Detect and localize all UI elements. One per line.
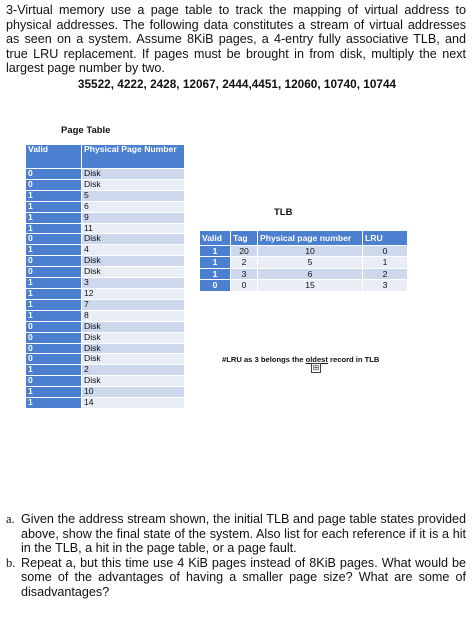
tlb-header-tag: Tag — [231, 231, 258, 246]
page-table-valid-cell: 1 — [26, 387, 82, 398]
page-table-valid-cell: 0 — [26, 267, 82, 278]
page-table-valid-cell: 0 — [26, 321, 82, 332]
tlb-ppn-cell: 15 — [258, 280, 363, 291]
page-table-row — [26, 288, 185, 299]
question-list — [6, 512, 466, 600]
page-table — [25, 144, 185, 409]
page-table-ppn-cell: 6 — [82, 201, 185, 212]
tlb-tag-cell: 3 — [231, 268, 258, 279]
page-table-row — [26, 256, 185, 267]
page-table-row — [26, 234, 185, 245]
tlb-valid-cell: 1 — [200, 268, 231, 279]
tlb-row — [200, 268, 408, 279]
page-table-row — [26, 179, 185, 190]
tlb-lru-cell: 3 — [363, 280, 408, 291]
page-table-ppn-cell: Disk — [82, 376, 185, 387]
page-table-ppn-cell: Disk — [82, 332, 185, 343]
page-table-row — [26, 267, 185, 278]
question-text: Repeat a, but this time use 4 KiB pages instead of 8KiB pages. What would be some of the advantages of having a smaller page size? What are some of disadvantages? — [21, 555, 466, 599]
page-table-ppn-cell: Disk — [82, 179, 185, 190]
page-table-ppn-cell: Disk — [82, 343, 185, 354]
tlb-lru-cell: 2 — [363, 268, 408, 279]
page-table-header-valid: Valid — [26, 145, 82, 169]
tlb-row — [200, 280, 408, 291]
page-table-ppn-cell: 12 — [82, 288, 185, 299]
lru-note — [222, 355, 379, 364]
page-table-row — [26, 223, 185, 234]
page-table-row — [26, 169, 185, 180]
page-table-ppn-cell: Disk — [82, 321, 185, 332]
question-item — [6, 556, 466, 600]
page-table-row — [26, 376, 185, 387]
page-table-valid-cell: 1 — [26, 245, 82, 256]
tlb-lru-cell: 1 — [363, 257, 408, 268]
page-table-valid-cell: 1 — [26, 288, 82, 299]
tlb-ppn-cell: 5 — [258, 257, 363, 268]
page-table-ppn-cell: 4 — [82, 245, 185, 256]
page-table-row — [26, 278, 185, 289]
page-table-ppn-cell: 3 — [82, 278, 185, 289]
tlb-valid-cell: 0 — [200, 280, 231, 291]
page-table-valid-cell: 0 — [26, 234, 82, 245]
page-table-ppn-cell: 11 — [82, 223, 185, 234]
page-table-valid-cell: 1 — [26, 190, 82, 201]
page-table-valid-cell: 1 — [26, 299, 82, 310]
tlb-ppn-cell: 10 — [258, 246, 363, 257]
page-table-ppn-cell: 10 — [82, 387, 185, 398]
page-table-row — [26, 299, 185, 310]
page-table-ppn-cell: 7 — [82, 299, 185, 310]
tlb-row — [200, 257, 408, 268]
page-table-ppn-cell: 2 — [82, 365, 185, 376]
tlb-table — [199, 230, 408, 292]
page-table-row — [26, 190, 185, 201]
question-marker: a. — [6, 512, 15, 526]
lru-note-underlined: oldest — [305, 355, 328, 364]
page-table-ppn-cell: 8 — [82, 310, 185, 321]
page-table-valid-cell: 1 — [26, 310, 82, 321]
question-marker: b. — [6, 555, 16, 570]
tlb-row — [200, 246, 408, 257]
page-table-ppn-cell: Disk — [82, 234, 185, 245]
page-table-row — [26, 321, 185, 332]
tlb-tag-cell: 20 — [231, 246, 258, 257]
page-table-valid-cell: 0 — [26, 169, 82, 180]
tlb-title: TLB — [274, 207, 293, 218]
page-table-valid-cell: 0 — [26, 343, 82, 354]
page-table-valid-cell: 1 — [26, 201, 82, 212]
page-table-valid-cell: 0 — [26, 256, 82, 267]
page-table-valid-cell: 0 — [26, 354, 82, 365]
tlb-tag-cell: 2 — [231, 257, 258, 268]
page-table-ppn-cell: Disk — [82, 267, 185, 278]
page-table-row — [26, 310, 185, 321]
page-table-ppn-cell: Disk — [82, 354, 185, 365]
tlb-header-valid: Valid — [200, 231, 231, 246]
page-table-title: Page Table — [61, 125, 111, 136]
page-table-row — [26, 398, 185, 409]
page-table-body — [26, 169, 185, 409]
page-table-valid-cell: 1 — [26, 365, 82, 376]
expand-icon[interactable]: ⊞ — [312, 363, 320, 372]
page-table-valid-cell: 0 — [26, 376, 82, 387]
tlb-body — [200, 246, 408, 292]
tlb-valid-cell: 1 — [200, 257, 231, 268]
page-table-valid-cell: 1 — [26, 278, 82, 289]
page-table-row — [26, 354, 185, 365]
page-table-ppn-cell: 14 — [82, 398, 185, 409]
page-table-row — [26, 365, 185, 376]
page-table-ppn-cell: 9 — [82, 212, 185, 223]
page-table-valid-cell: 1 — [26, 223, 82, 234]
page-table-ppn-cell: Disk — [82, 169, 185, 180]
page-table-valid-cell: 1 — [26, 212, 82, 223]
page-table-valid-cell: 1 — [26, 398, 82, 409]
page-table-row — [26, 245, 185, 256]
question-text: Given the address stream shown, the initial TLB and page table states provided above, show the final state of the system. Also list for each reference if it is a hit in the TLB, a hit in the page table, or a page fault. — [21, 512, 466, 556]
page-table-row — [26, 201, 185, 212]
page-table-valid-cell: 0 — [26, 179, 82, 190]
tlb-valid-cell: 1 — [200, 246, 231, 257]
tlb-ppn-cell: 6 — [258, 268, 363, 279]
page-table-row — [26, 332, 185, 343]
page-table-valid-cell: 0 — [26, 332, 82, 343]
tlb-header-lru: LRU — [363, 231, 408, 246]
lru-note-before: #LRU as 3 belongs the — [222, 355, 306, 364]
address-stream: 35522, 4222, 2428, 12067, 2444,4451, 12060, 10740, 10744 — [77, 77, 397, 91]
question-item — [6, 512, 466, 556]
page-table-ppn-cell: Disk — [82, 256, 185, 267]
tlb-lru-cell: 0 — [363, 246, 408, 257]
tlb-tag-cell: 0 — [231, 280, 258, 291]
page-table-row — [26, 343, 185, 354]
problem-intro: 3-Virtual memory use a page table to track the mapping of virtual address to physical addresses. The following data constitutes a stream of virtual addresses as seen on a system. Assume 8KiB pages, a 4-entry fully associative TLB, and true LRU replacement. If pages must be brought in from disk, multiply the next largest page number by two. — [6, 3, 466, 76]
page-table-row — [26, 387, 185, 398]
page-table-ppn-cell: 5 — [82, 190, 185, 201]
page-table-row — [26, 212, 185, 223]
page-table-header-ppn: Physical Page Number — [82, 145, 185, 169]
lru-note-after: record in TLB — [327, 355, 380, 364]
tlb-header-ppn: Physical page number — [258, 231, 363, 246]
